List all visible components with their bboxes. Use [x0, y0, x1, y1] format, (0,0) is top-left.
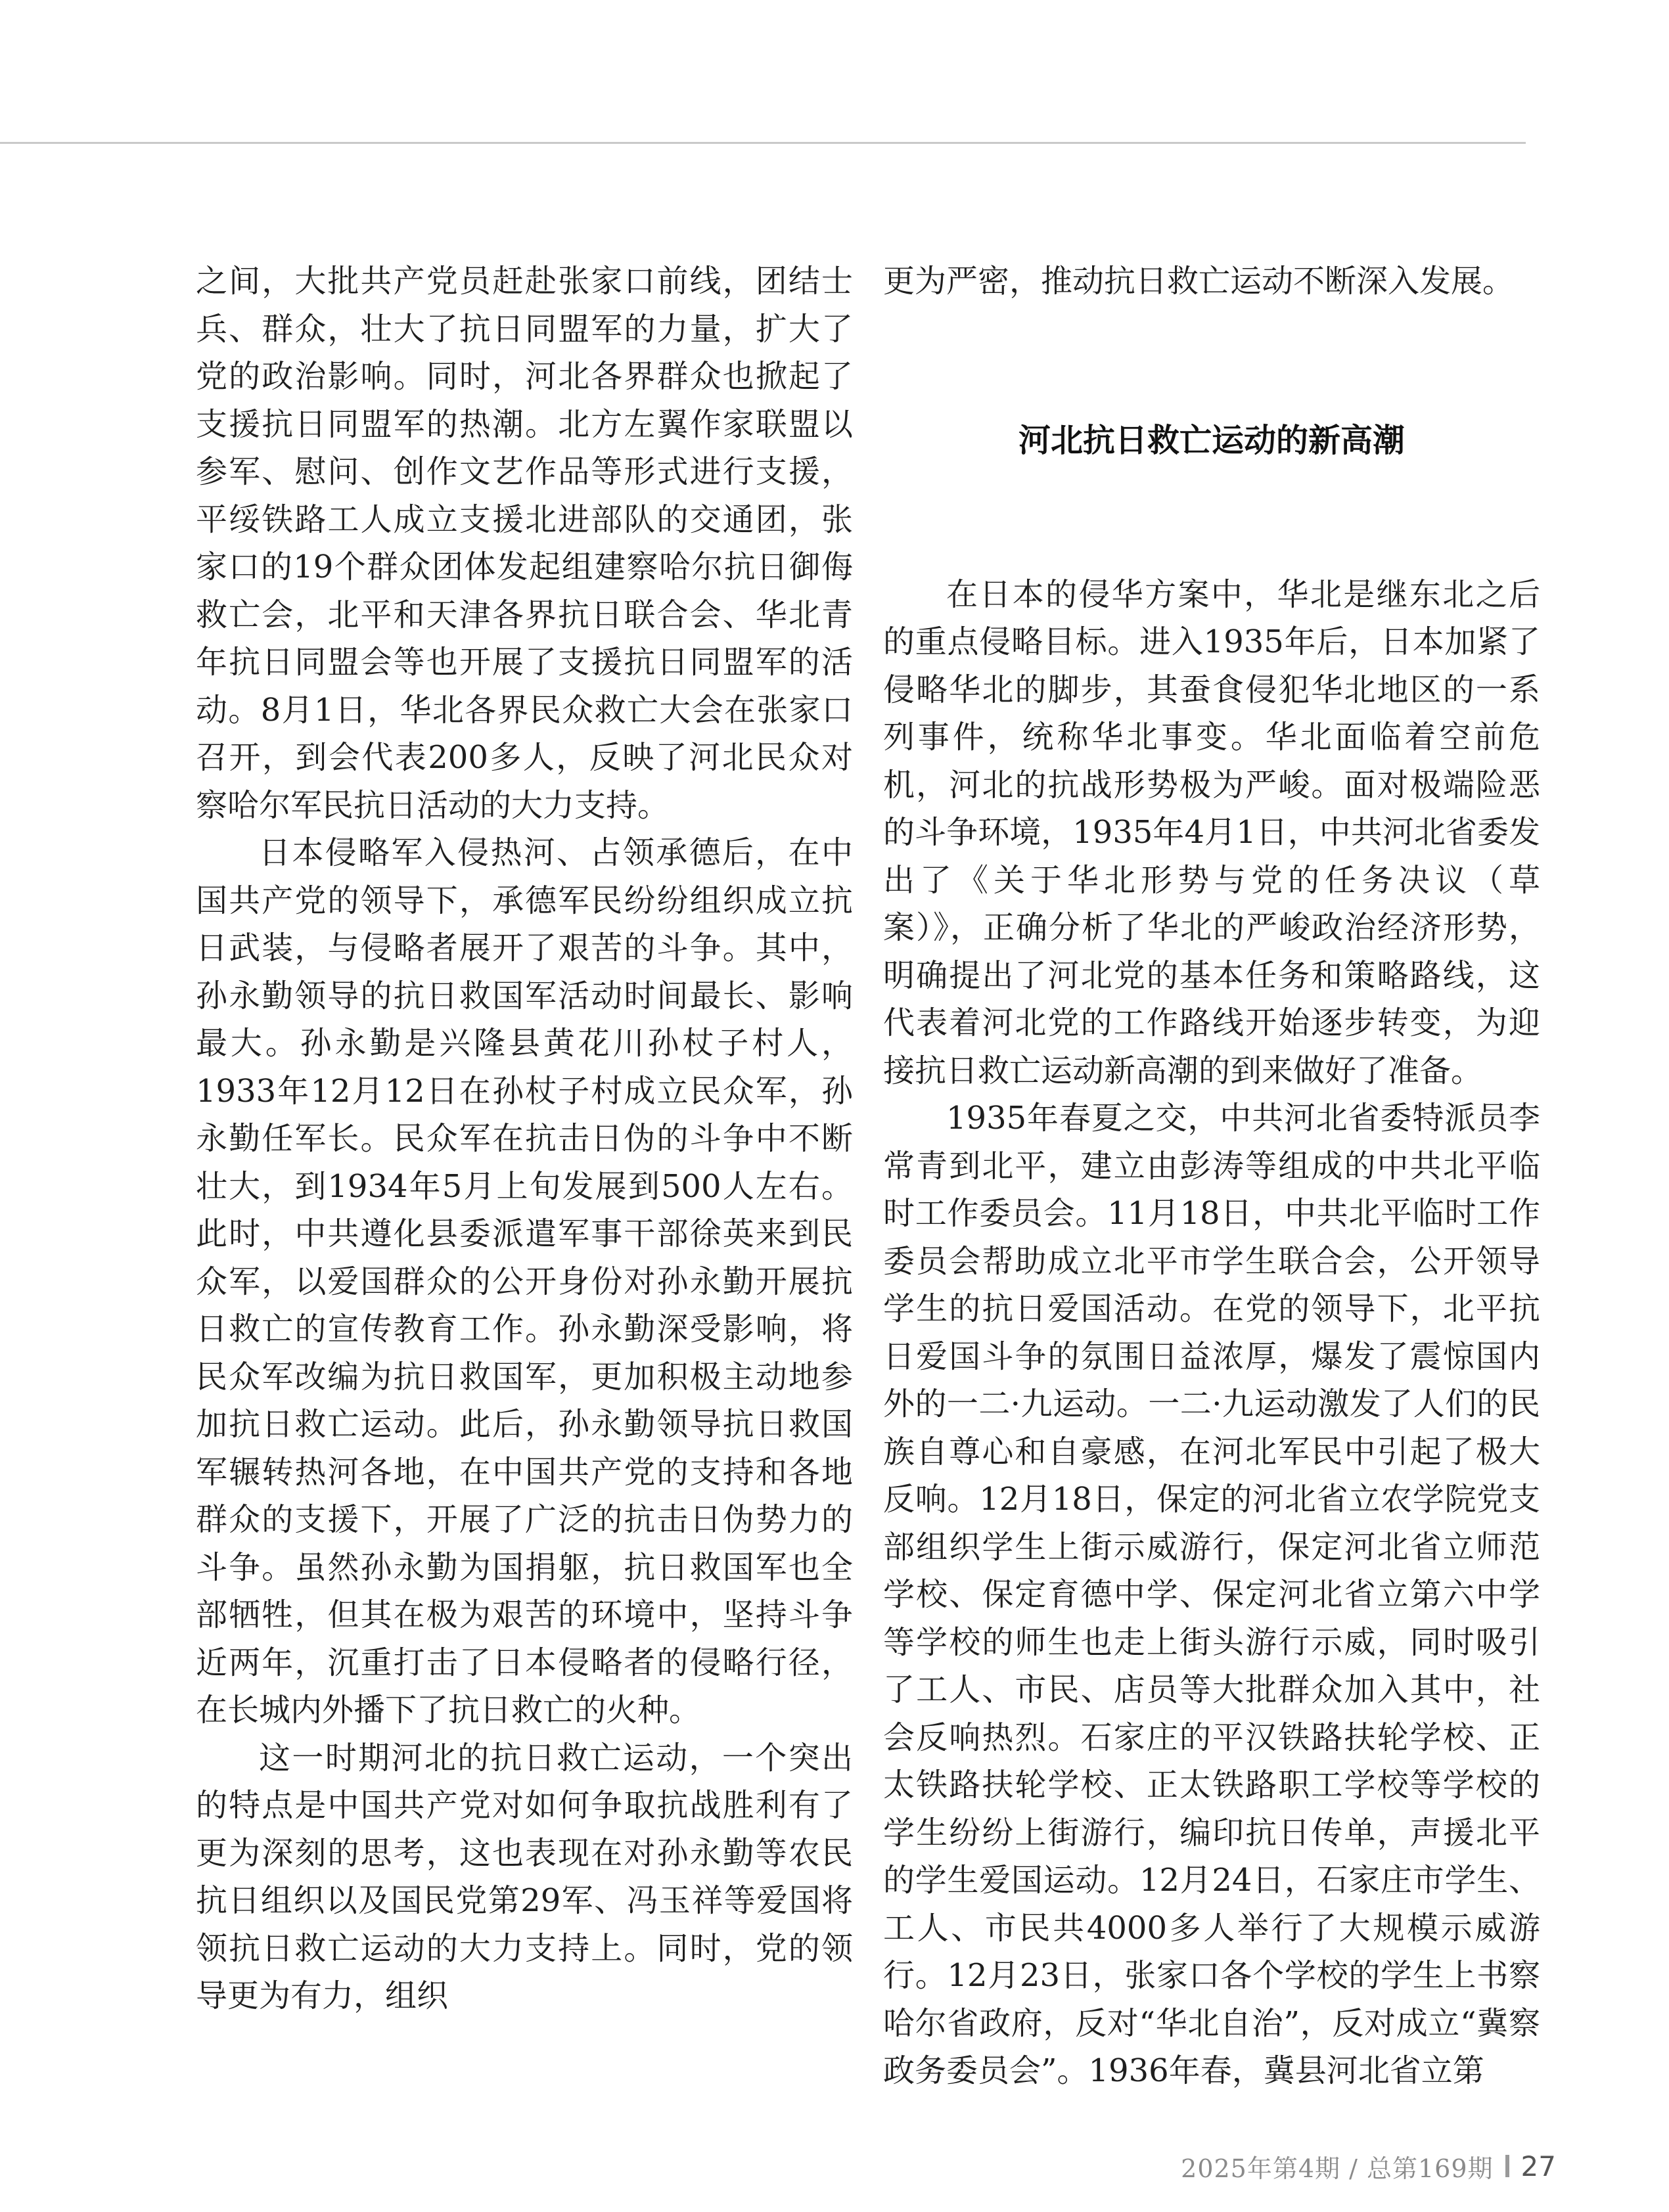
body-paragraph: 这一时期河北的抗日救亡运动，一个突出的特点是中国共产党对如何争取抗战胜利有了更为深刻的思考，这也表现在对孙永勤等农民抗日组织以及国民党第29军、冯玉祥等爱国将领抗日救亡运动的大力支持上。同时，党的领导更为有力，组织 — [196, 1739, 853, 2014]
right-column — [883, 258, 1540, 2095]
section-heading: 河北抗日救亡运动的新高潮 — [1018, 421, 1405, 459]
footer-separator — [1505, 2155, 1509, 2177]
body-paragraph: 在日本的侵华方案中，华北是继东北之后的重点侵略目标。进入1935年后，日本加紧了侵略华北的脚步，其蚕食侵犯华北地区的一系列事件，统称华北事变。华北面临着空前危机，河北的抗战形势极为严峻。面对极端险恶的斗争环境，1935年4月1日，中共河北省委发出了《关于华北形势与党的任务决议（草案）》，正确分析了华北的严峻政治经济形势，明确提出了河北党的基本任务和策略路线，这代表着河北党的工作路线开始逐步转变，为迎接抗日救亡运动新高潮的到来做好了准备。 — [883, 576, 1540, 1089]
body-paragraph-continued: 之间，大批共产党员赶赴张家口前线，团结士兵、群众，壮大了抗日同盟军的力量，扩大了党的政治影响。同时，河北各界群众也掀起了支援抗日同盟军的热潮。北方左翼作家联盟以参军、慰问、创作文艺作品等形式进行支援，平绥铁路工人成立支援北进部队的交通团，张家口的19个群众团体发起组建察哈尔抗日御侮救亡会，北平和天津各界抗日联合会、华北青年抗日同盟会等也开展了支援抗日同盟军的活动。8月1日，华北各界民众救亡大会在张家口召开，到会代表200多人，反映了河北民众对察哈尔军民抗日活动的大力支持。 — [196, 263, 853, 824]
left-column — [196, 258, 853, 2020]
issue-info: 2025年第4期 / 总第169期 — [1181, 2154, 1494, 2183]
page-footer — [1181, 2146, 1556, 2186]
body-paragraph: 1935年春夏之交，中共河北省委特派员李常青到北平，建立由彭涛等组成的中共北平临时工作委员会。11月18日，中共北平临时工作委员会帮助成立北平市学生联合会，公开领导学生的抗日爱国活动。在党的领导下，北平抗日爱国斗争的氛围日益浓厚，爆发了震惊国内外的一二·九运动。一二·九运动激发了人们的民族自尊心和自豪感，在河北军民中引起了极大反响。12月18日，保定的河北省立农学院党支部组织学生上街示威游行，保定河北省立师范学校、保定育德中学、保定河北省立第六中学等学校的师生也走上街头游行示威，同时吸引了工人、市民、店员等大批群众加入其中，社会反响热烈。石家庄的平汉铁路扶轮学校、正太铁路扶轮学校、正太铁路职工学校等学校的学生纷纷上街游行，编印抗日传单，声援北平的学生爱国运动。12月24日，石家庄市学生、工人、市民共4000多人举行了大规模示威游行。12月23日，张家口各个学校的学生上书察哈尔省政府，反对“华北自治”，反对成立“冀察政务委员会”。1936年春，冀县河北省立第 — [883, 1100, 1540, 2089]
header-rule — [0, 142, 1526, 144]
body-paragraph-continued: 更为严密，推动抗日救亡运动不断深入发展。 — [883, 263, 1515, 300]
page-number: 27 — [1520, 2150, 1556, 2182]
body-paragraph: 日本侵略军入侵热河、占领承德后，在中国共产党的领导下，承德军民纷纷组织成立抗日武装，与侵略者展开了艰苦的斗争。其中，孙永勤领导的抗日救国军活动时间最长、影响最大。孙永勤是兴隆县黄花川孙杖子村人，1933年12月12日在孙杖子村成立民众军，孙永勤任军长。民众军在抗击日伪的斗争中不断壮大，到1934年5月上旬发展到500人左右。此时，中共遵化县委派遣军事干部徐英来到民众军，以爱国群众的公开身份对孙永勤开展抗日救亡的宣传教育工作。孙永勤深受影响，将民众军改编为抗日救国军，更加积极主动地参加抗日救亡运动。此后，孙永勤领导抗日救国军辗转热河各地，在中国共产党的支持和各地群众的支援下，开展了广泛的抗击日伪势力的斗争。虽然孙永勤为国捐躯，抗日救国军也全部牺牲，但其在极为艰苦的环境中，坚持斗争近两年，沉重打击了日本侵略者的侵略行径，在长城内外播下了抗日救亡的火种。 — [196, 834, 853, 1728]
